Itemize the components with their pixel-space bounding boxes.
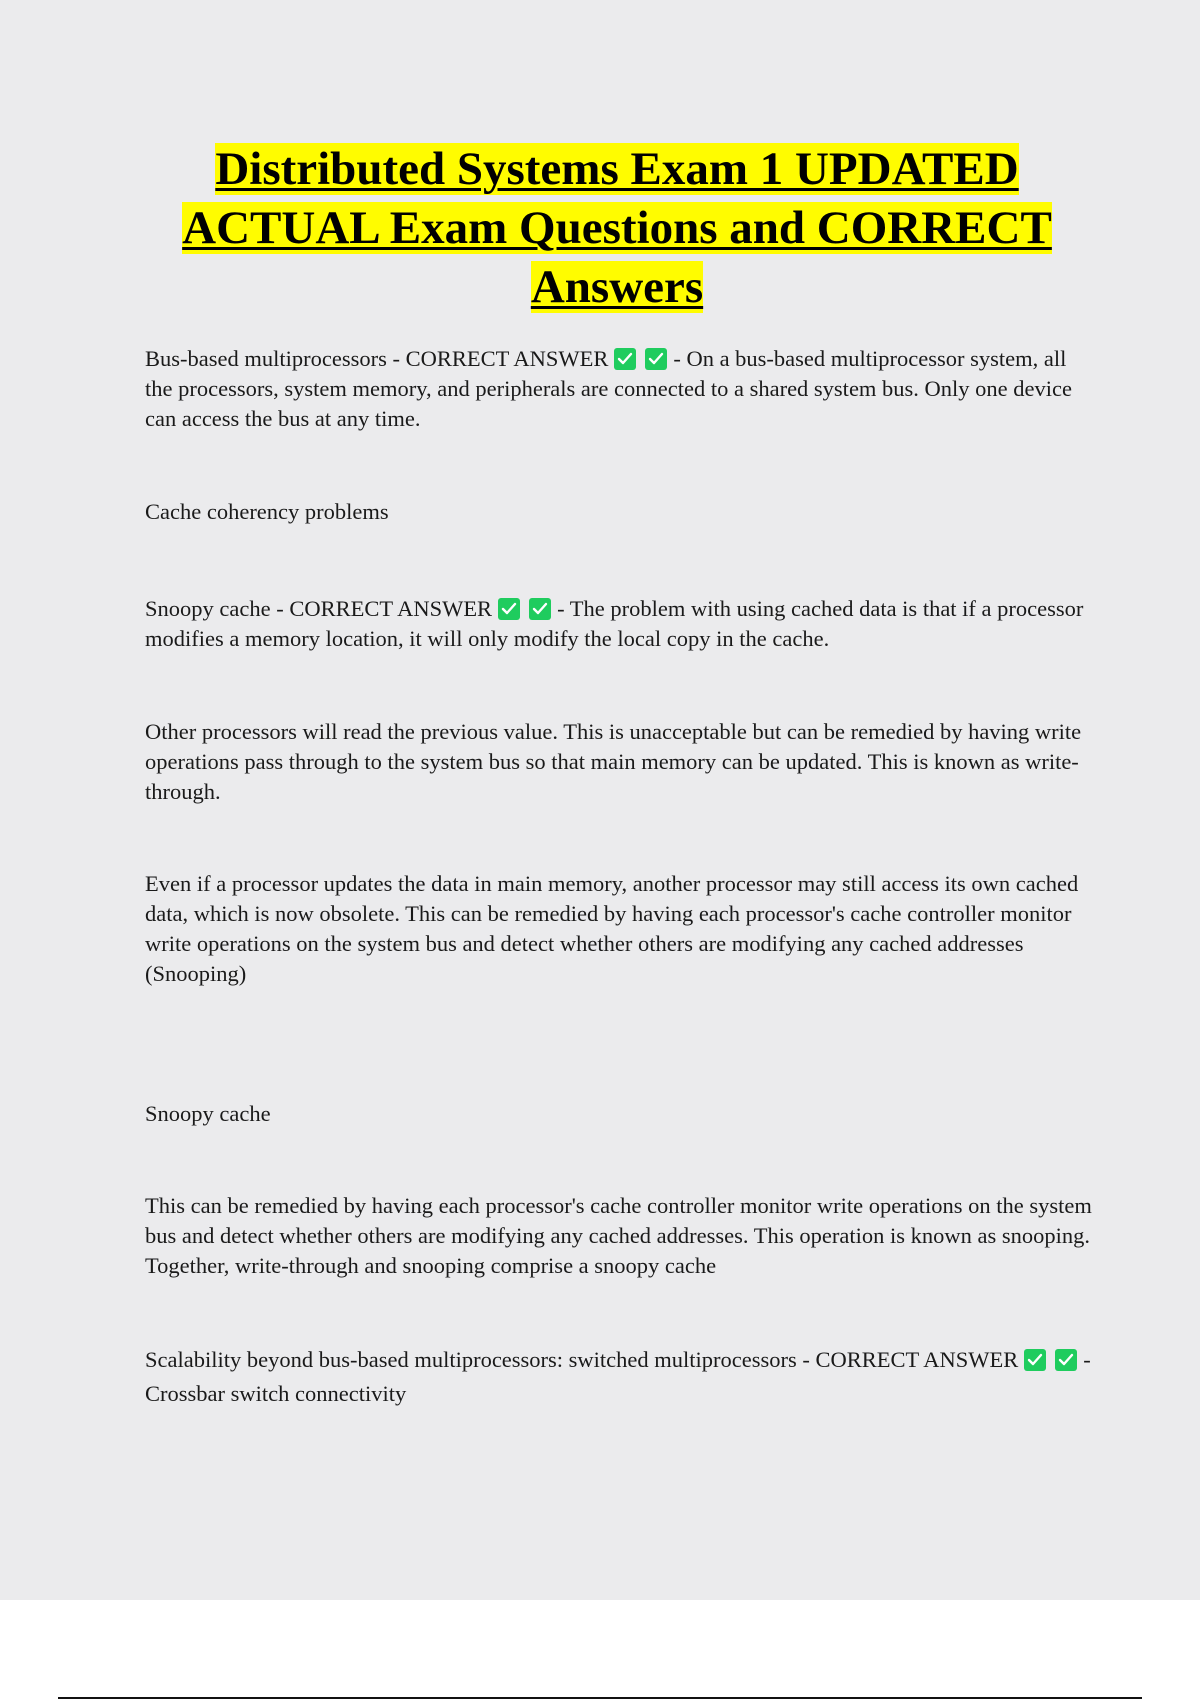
check-mark-icon [1024,1349,1046,1371]
question-text: Scalability beyond bus-based multiprocessors: switched multiprocessors - CORRECT ANSWER [145,1347,1019,1372]
page-separator-line [58,1697,1142,1699]
question-text: Snoopy cache - CORRECT ANSWER [145,596,493,621]
document-title [130,140,1104,317]
document-title-text: Distributed Systems Exam 1 UPDATED ACTUAL Exam Questions and CORRECT Answers [182,143,1052,313]
paragraph-snooping: Even if a processor updates the data in main memory, another processor may still access its own cached data, which is now obsolete. This can be remedied by having each processor's cache controller monitor write operations on the system bus and detect whether others are modifying any cached addresses (Snooping) [145,871,1079,986]
qa-item-switched-multiprocessors [145,1343,1095,1411]
qa-item-snoopy-cache [145,594,1095,654]
check-mark-icon [645,348,667,370]
question-text: Bus-based multiprocessors - CORRECT ANSWER [145,346,609,371]
answer-text: - On a bus-based multiprocessor system, all the processors, system memory, and peripherals are connected to a shared system bus. Only one device can access the bus at any time. [145,346,1073,431]
answer-text: - The problem with using cached data is that if a processor modifies a memory location, it will only modify the local copy in the cache. [145,596,1084,651]
qa-item-bus-based-multiprocessors [145,344,1095,434]
paragraph-write-through: Other processors will read the previous value. This is unacceptable but can be remedied by having write operations pass through to the system bus so that main memory can be updated. This is known as write-through. [145,719,1082,804]
paragraph-snoopy-cache-definition: This can be remedied by having each processor's cache controller monitor write operations on the system bus and detect whether others are modifying any cached addresses. This operation is known as snooping. Together, write-through and snooping comprise a snoopy cache [145,1193,1092,1278]
check-mark-icon [614,348,636,370]
check-mark-icon [529,598,551,620]
answer-text: - Crossbar switch connectivity [145,1347,1091,1406]
topic-cache-coherency: Cache coherency problems [145,499,389,524]
correct-checkmarks [614,346,676,371]
topic-snoopy-cache: Snoopy cache [145,1101,271,1126]
correct-checkmarks [1024,1347,1086,1372]
check-mark-icon [498,598,520,620]
correct-checkmarks [498,596,560,621]
check-mark-icon [1055,1349,1077,1371]
